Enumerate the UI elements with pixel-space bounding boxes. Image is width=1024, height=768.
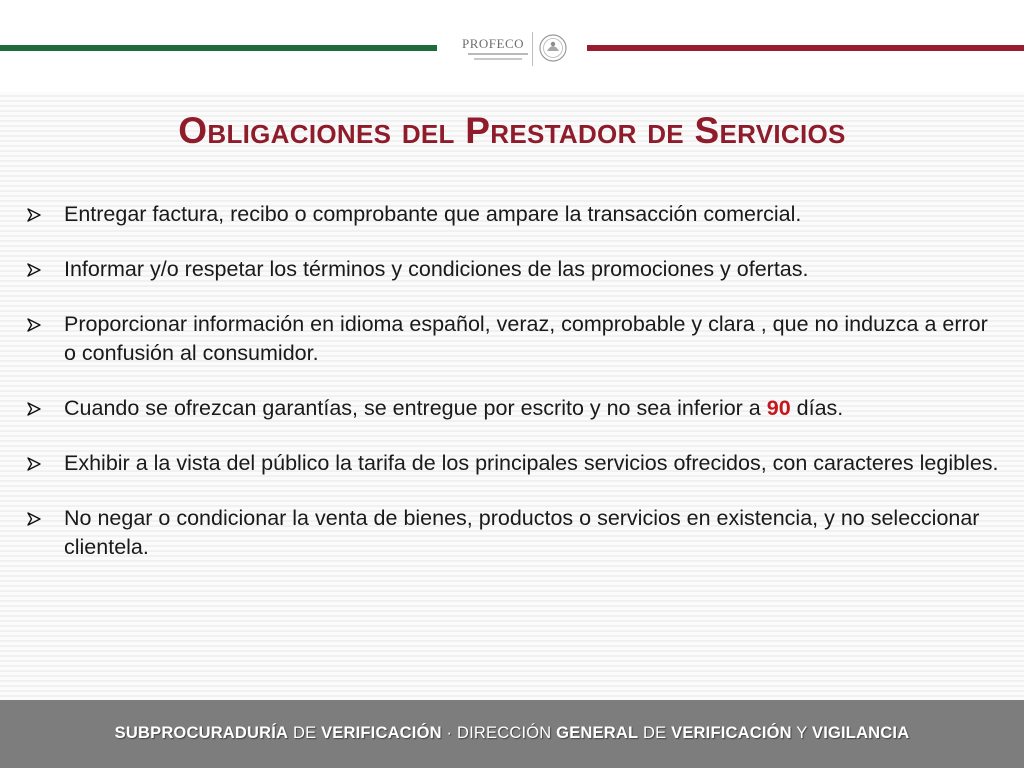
coat-of-arms-seal-icon <box>538 33 568 63</box>
footer-text-part: VERIFICACIÓN <box>321 724 442 742</box>
list-item-text: No negar o condicionar la venta de bienes, productos o servicios en existencia, y no seleccionar clientela. <box>64 506 980 559</box>
profeco-logo <box>460 30 575 68</box>
arrow-bullet-icon <box>26 511 42 527</box>
footer-text-part: DE <box>638 724 672 742</box>
arrow-bullet-icon <box>26 401 42 417</box>
list-item-text-start: Cuando se ofrezcan garantías, se entregue por escrito y no sea inferior a <box>64 396 767 420</box>
logo-divider <box>532 32 533 66</box>
list-item <box>24 310 1004 368</box>
obligations-list <box>24 200 1004 588</box>
footer-text-part: VIGILANCIA <box>811 724 910 742</box>
list-item <box>24 394 1004 423</box>
page-title: Obligaciones del Prestador de Servicios <box>178 110 846 151</box>
highlight-number: 90 <box>766 396 791 420</box>
list-item-text: Exhibir a la vista del público la tarifa de los principales servicios ofrecidos, con caracteres legibles. <box>64 451 999 475</box>
footer-text-part: · DIRECCIÓN <box>441 724 557 742</box>
footer-text-part: DE <box>288 724 322 742</box>
list-item-text: Informar y/o respetar los términos y condiciones de las promociones y ofertas. <box>64 257 809 281</box>
footer-text <box>0 724 1024 743</box>
list-item <box>24 504 1004 562</box>
list-item-text-end: días. <box>790 396 844 420</box>
header-green-line <box>0 45 437 51</box>
arrow-bullet-icon <box>26 262 42 278</box>
logo-subtext-line <box>474 58 522 60</box>
footer-text-part: VERIFICACIÓN <box>671 724 792 742</box>
logo-text: PROFECO <box>462 36 525 51</box>
logo-subtext-line <box>468 53 528 55</box>
footer-bar <box>0 700 1024 768</box>
arrow-bullet-icon <box>26 207 42 223</box>
list-item <box>24 255 1004 284</box>
header-red-line <box>587 45 1024 51</box>
footer-text-part: GENERAL <box>556 724 639 742</box>
list-item <box>24 449 1004 478</box>
arrow-bullet-icon <box>26 456 42 472</box>
list-item-text: Entregar factura, recibo o comprobante que ampare la transacción comercial. <box>64 202 802 226</box>
list-item-text: Proporcionar información en idioma español, veraz, comprobable y clara , que no induzca a error o confusión al consumidor. <box>64 312 988 365</box>
footer-text-part: SUBPROCURADURÍA <box>114 724 289 742</box>
arrow-bullet-icon <box>26 317 42 333</box>
list-item <box>24 200 1004 229</box>
footer-text-part: Y <box>791 724 812 742</box>
